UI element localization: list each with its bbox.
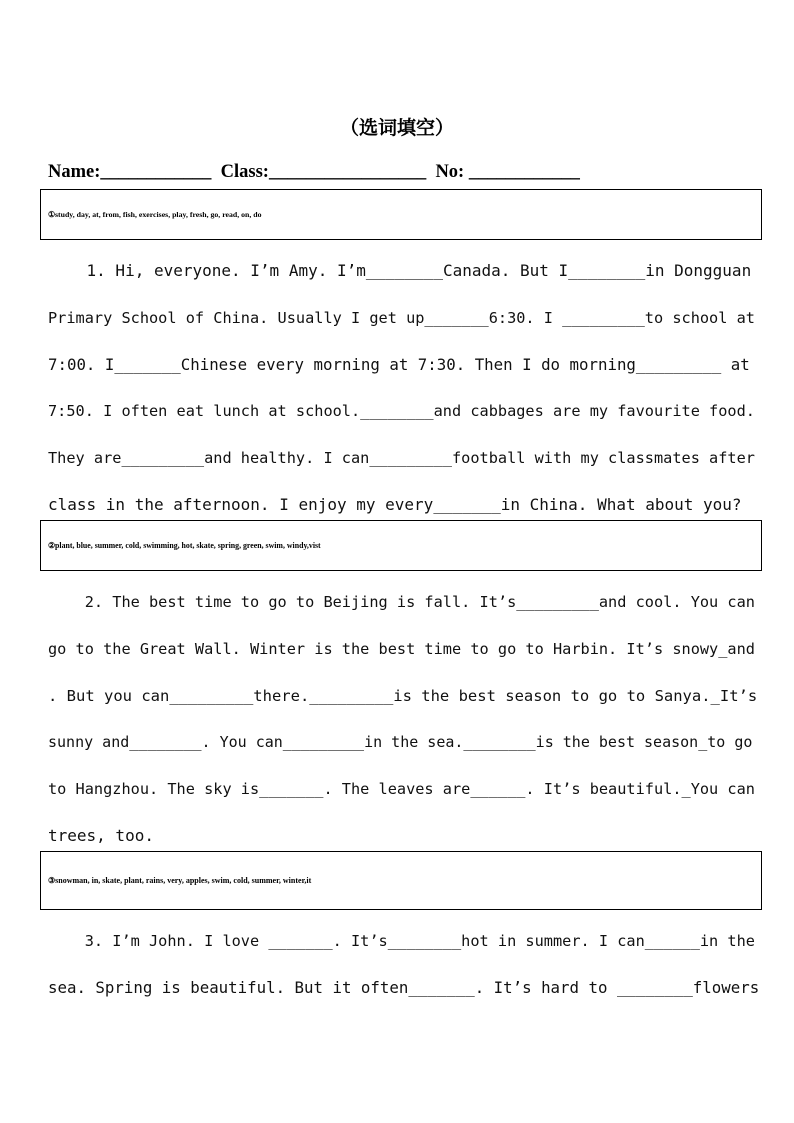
exercise-2-text	[48, 579, 760, 860]
word-bank-1: ①study, day, at, from, fish, exercises, play, fresh, go, read, on, do	[40, 189, 762, 240]
exercise-1-line: Primary School of China. Usually I get up_______6:30. I _________to school at	[48, 308, 755, 327]
exercise-1-line: 7:00. I_______Chinese every morning at 7:30. Then I do morning_________ at	[48, 354, 750, 374]
exercise-1-line: 7:50. I often eat lunch at school.________and cabbages are my favourite food.	[48, 402, 755, 421]
exercise-2-line: sunny and________. You can_________in the sea.________is the best season_to go	[48, 733, 753, 752]
exercise-2-line: . But you can_________there._________is the best season to go to Sanya._It’s	[48, 686, 758, 705]
exercise-1-line: 1. Hi, everyone. I’m Amy. I’m________Canada. But I________in Dongguan	[48, 261, 752, 280]
word-bank-3: ③snowman, in, skate, plant, rains, very, apples, swim, cold, summer, winter,it	[40, 851, 762, 910]
exercise-2-line: 2. The best time to go to Beijing is fall. It’s_________and cool. You can	[48, 593, 755, 611]
exercise-2-line: trees, too.	[48, 825, 154, 845]
worksheet-title: （选词填空）	[339, 117, 454, 139]
word-bank-2: ②plant, blue, summer, cold, swimming, hot, skate, spring, green, swim, windy,vist	[40, 520, 762, 571]
student-info-line: Name:____________ Class:_________________ No: ____________	[48, 162, 580, 182]
exercise-1-text	[48, 248, 760, 529]
exercise-3-line: 3. I’m John. I love _______. It’s________hot in summer. I can______in the	[48, 932, 755, 950]
exercise-1-line: class in the afternoon. I enjoy my every_______in China. What about you?	[48, 494, 742, 514]
exercise-2-line: to Hangzhou. The sky is_______. The leaves are______. It’s beautiful._You can	[48, 780, 755, 799]
exercise-2-line: go to the Great Wall. Winter is the best time to go to Harbin. It’s snowy_and	[48, 639, 755, 658]
exercise-3-text	[48, 918, 760, 1012]
exercise-3-line: sea. Spring is beautiful. But it often_______. It’s hard to ________flowers	[48, 977, 760, 997]
exercise-1-line: They are_________and healthy. I can_________football with my classmates after	[48, 449, 755, 468]
